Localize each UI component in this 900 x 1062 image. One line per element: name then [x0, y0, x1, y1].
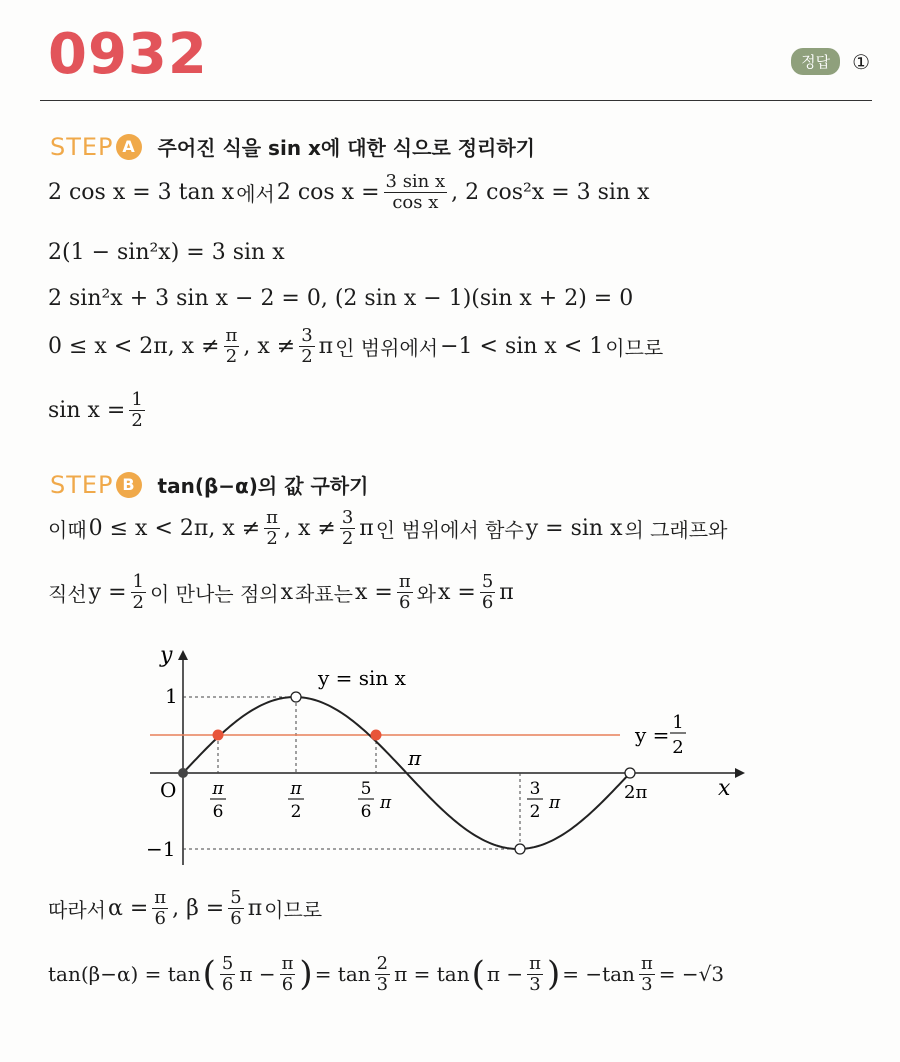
fraction: [375, 954, 390, 995]
fraction: [639, 954, 655, 995]
fraction: [340, 508, 355, 549]
frac-num: 3: [301, 325, 313, 346]
fraction: [264, 508, 280, 549]
frac-den: 2: [301, 345, 313, 367]
header-divider: [40, 100, 872, 101]
tick-pi6-num: π: [212, 779, 224, 799]
x-axis-arrow-icon: [735, 768, 745, 778]
solution-line-7: [48, 572, 514, 613]
paren-open: (: [202, 954, 216, 995]
tick-3pi2-suffix: π: [549, 793, 561, 813]
intersection-point-pi6: [213, 730, 224, 741]
eq-text: , x ≠: [284, 515, 336, 541]
frac-den: 6: [281, 973, 294, 995]
kr-text: 이 만나는 점의: [149, 581, 279, 606]
eq-text: π: [359, 515, 374, 541]
fraction: [131, 572, 146, 613]
step-a-title: 주어진 식을 sin x에 대한 식으로 정리하기: [157, 136, 536, 160]
fraction: [228, 888, 243, 929]
kr-text: 이때: [48, 517, 87, 542]
step-b-label: STEP: [50, 470, 114, 499]
eq-text: x: [280, 579, 294, 605]
frac-den: 6: [481, 591, 494, 613]
fraction: [527, 954, 543, 995]
frac-num: 5: [221, 953, 234, 974]
frac-den: 6: [230, 907, 242, 929]
frac-den: 6: [221, 973, 234, 995]
answer-box: [791, 48, 870, 75]
frac-num: π: [154, 887, 167, 908]
frac-den: 2: [225, 345, 238, 367]
frac-den: 3: [529, 973, 541, 995]
endpoint-2pi: [625, 768, 635, 778]
frac-num: π: [640, 953, 653, 974]
eq-text: , β =: [172, 895, 225, 921]
fraction: [280, 954, 296, 995]
frac-den: 3: [376, 973, 389, 995]
paren-close: ): [299, 954, 313, 995]
step-a-heading: [50, 132, 535, 161]
y-axis-arrow-icon: [178, 650, 188, 660]
eq-text: π: [318, 333, 334, 359]
eq-text: y =: [88, 579, 127, 605]
answer-value: ①: [852, 49, 870, 74]
solution-line-5: [48, 390, 147, 431]
eq-text: 2 cos x =: [276, 179, 380, 205]
fraction: [152, 888, 168, 929]
eq-text: α =: [107, 895, 149, 921]
step-b-letter: B: [116, 472, 142, 498]
eq-text: 2 sin²x + 3 sin x − 2 = 0, (2 sin x − 1)(sin x + 2) = 0: [48, 286, 634, 311]
solution-line-2: [48, 240, 285, 265]
frac-den: 2: [131, 409, 143, 431]
kr-text: 이므로: [605, 335, 664, 360]
eq-text: = tan: [314, 962, 371, 987]
eq-text: = −tan: [562, 962, 635, 987]
fraction: [299, 326, 314, 367]
fraction: [384, 172, 448, 213]
line-label-num: 1: [672, 712, 684, 733]
y-tick-1: 1: [165, 684, 178, 708]
sine-graph: [130, 640, 750, 870]
fraction: [129, 390, 144, 431]
tick-5pi6-suffix: π: [380, 793, 392, 813]
eq-text: π −: [486, 962, 524, 987]
frac-den: 6: [399, 591, 411, 613]
eq-text: π −: [239, 962, 276, 987]
frac-num: 3 sin x: [385, 171, 446, 192]
eq-text: x =: [354, 579, 393, 605]
kr-text: 의 그래프와: [624, 517, 728, 542]
kr-text: 이므로: [264, 897, 323, 922]
eq-text: 2(1 − sin²x) = 3 sin x: [48, 240, 285, 265]
frac-den: 3: [641, 973, 653, 995]
solution-line-6: [48, 508, 727, 549]
tick-2pi: 2π: [624, 782, 648, 803]
problem-number: 0932: [48, 22, 208, 87]
answer-badge: 정답: [791, 48, 840, 75]
kr-text: 에서: [236, 181, 275, 206]
kr-text: 따라서: [48, 897, 106, 922]
step-a-label: STEP: [50, 132, 114, 161]
line-label-den: 2: [672, 737, 684, 758]
eq-text: y = sin x: [525, 515, 623, 541]
frac-num: π: [266, 507, 279, 528]
line-label-prefix: y =: [635, 723, 670, 747]
eq-text: π: [247, 895, 263, 921]
tick-3pi2-num: 3: [529, 779, 541, 799]
eq-text: π: [499, 579, 514, 605]
frac-num: 2: [376, 953, 389, 974]
frac-num: π: [398, 571, 411, 592]
step-b-heading: [50, 470, 368, 499]
frac-num: 1: [132, 571, 144, 592]
kr-text: 와: [416, 581, 436, 606]
frac-num: π: [225, 325, 238, 346]
frac-den: cos x: [392, 191, 439, 213]
frac-den: 2: [132, 591, 144, 613]
solution-line-1: [48, 172, 650, 213]
paren-open: (: [471, 954, 485, 995]
eq-text: 0 ≤ x < 2π, x ≠: [48, 333, 220, 359]
solution-line-3: [48, 286, 633, 311]
kr-text: 인 범위에서 함수: [375, 517, 524, 542]
frac-den: 6: [154, 907, 166, 929]
y-tick-neg1: −1: [146, 837, 176, 861]
intersection-point-5pi6: [371, 730, 382, 741]
min-point: [515, 844, 525, 854]
kr-text: 좌표는: [295, 581, 353, 606]
fraction: [480, 572, 495, 613]
eq-text: = −√3: [658, 962, 725, 987]
y-axis-label: y: [160, 643, 173, 668]
frac-num: 1: [131, 389, 143, 410]
fraction: [397, 572, 413, 613]
max-point: [291, 692, 301, 702]
tick-pi2-den: 2: [290, 802, 302, 822]
eq-text: , 2 cos²x = 3 sin x: [451, 179, 650, 205]
fraction: [220, 954, 235, 995]
tick-pi6-den: 6: [212, 802, 224, 822]
frac-num: 3: [341, 507, 354, 528]
tick-3pi2-den: 2: [529, 802, 541, 822]
frac-num: π: [529, 953, 541, 974]
origin-point: [178, 768, 188, 778]
x-axis-label: x: [718, 776, 731, 801]
eq-text: x =: [438, 579, 476, 605]
tick-5pi6-num: 5: [360, 779, 372, 799]
solution-line-8: [48, 888, 322, 929]
eq-text: π = tan: [394, 962, 470, 987]
solution-line-4: [48, 326, 663, 367]
frac-den: 2: [341, 527, 354, 549]
eq-text: 0 ≤ x < 2π, x ≠: [88, 515, 261, 541]
step-b-title: tan(β−α)의 값 구하기: [157, 474, 369, 498]
curve-label: y = sin x: [318, 666, 406, 690]
tick-5pi6-den: 6: [360, 802, 372, 822]
step-a-letter: A: [116, 134, 142, 160]
eq-text: 2 cos x = 3 tan x: [48, 179, 235, 205]
frac-num: 5: [481, 571, 494, 592]
frac-num: 5: [230, 887, 242, 908]
origin-label: O: [160, 778, 177, 802]
kr-text: 직선: [48, 581, 87, 606]
tick-pi2-num: π: [290, 779, 302, 799]
frac-num: π: [281, 953, 294, 974]
eq-text: −1 < sin x < 1: [440, 333, 604, 359]
eq-text: sin x =: [48, 397, 126, 423]
eq-text: tan(β−α) = tan: [48, 962, 201, 987]
paren-close: ): [546, 954, 561, 995]
frac-den: 2: [266, 527, 278, 549]
fraction: [224, 326, 240, 367]
solution-line-9: [48, 954, 724, 995]
tick-pi: π: [408, 746, 422, 770]
kr-text: 인 범위에서: [335, 335, 439, 360]
eq-text: , x ≠: [243, 333, 296, 359]
